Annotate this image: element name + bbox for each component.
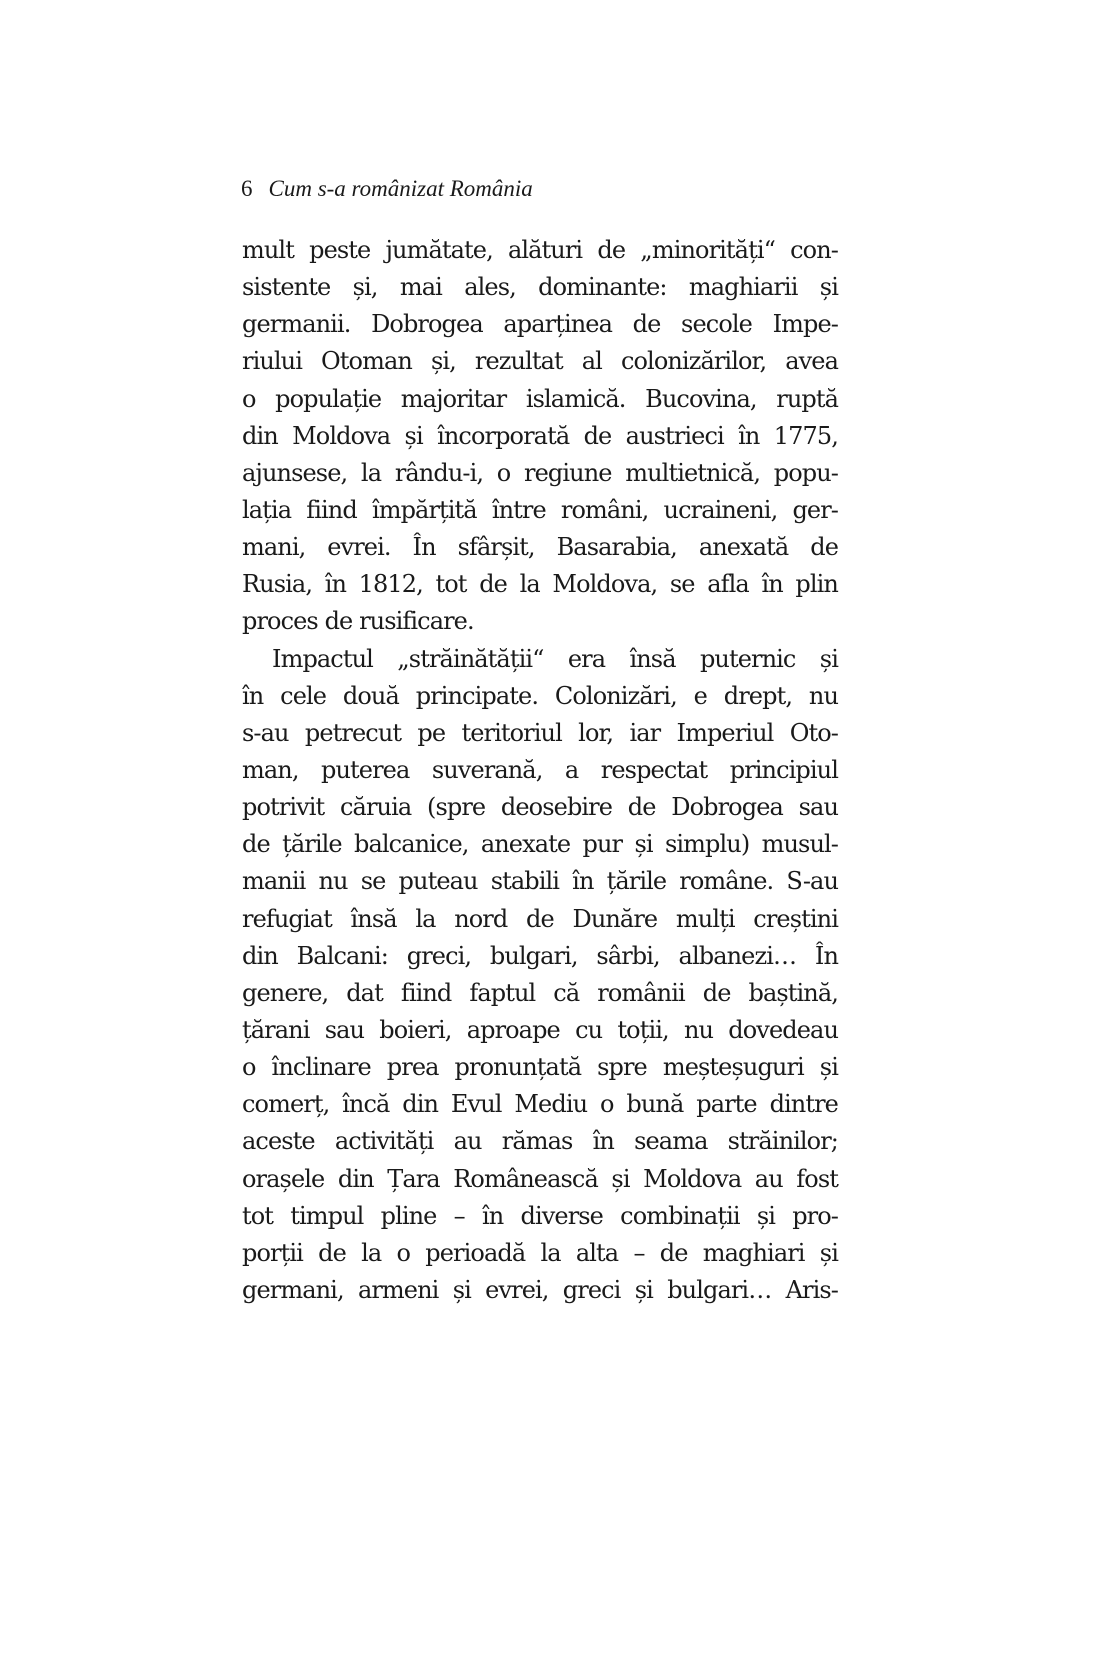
text-line: aceste activități au rămas în seama străinilor; — [242, 1127, 838, 1156]
book-title: Cum s-a românizat România — [268, 176, 533, 201]
text-line: țărani sau boieri, aproape cu toții, nu dovedeau — [242, 1015, 838, 1044]
text-line: germanii. Dobrogea aparținea de secole Impe- — [242, 310, 838, 339]
text-line: din Balcani: greci, bulgari, sârbi, albanezi… În — [242, 941, 838, 970]
text-line: în cele două principate. Colonizări, e drept, nu — [242, 681, 838, 710]
text-line: man, puterea suverană, a respectat principiul — [242, 755, 838, 784]
text-line: germani, armeni și evrei, greci și bulgari… Aris- — [242, 1275, 838, 1304]
text-line: orașele din Țara Românească și Moldova au fost — [242, 1164, 838, 1193]
text-line: s-au petrecut pe teritoriul lor, iar Imperiul Oto- — [242, 718, 838, 747]
text-line: refugiat însă la nord de Dunăre mulți creștini — [242, 904, 838, 933]
text-line: lația fiind împărțită între români, ucraineni, ger- — [242, 495, 838, 524]
body-text — [242, 232, 838, 1309]
text-line: de țările balcanice, anexate pur și simplu) musul- — [242, 830, 838, 859]
text-line: comerț, încă din Evul Mediu o bună parte dintre — [242, 1090, 838, 1119]
text-line: o înclinare prea pronunțată spre meșteșuguri și — [242, 1053, 838, 1082]
text-line: mani, evrei. În sfârșit, Basarabia, anexată de — [242, 533, 838, 562]
text-line: potrivit căruia (spre deosebire de Dobrogea sau — [242, 793, 838, 822]
page-number: 6 — [241, 176, 253, 201]
text-line: Impactul „străinătății“ era însă puternic și — [272, 644, 838, 673]
text-line: ajunsese, la rându-i, o regiune multietnică, popu- — [242, 458, 838, 487]
text-line: manii nu se puteau stabili în țările române. S-au — [242, 867, 838, 896]
text-line: tot timpul pline – în diverse combinații și pro- — [242, 1201, 838, 1230]
text-line: genere, dat fiind faptul că românii de baștină, — [242, 978, 838, 1007]
text-line: sistente și, mai ales, dominante: maghiarii și — [242, 273, 838, 302]
text-line: mult peste jumătate, alături de „minorități“ con- — [242, 236, 838, 264]
text-line: proces de rusificare. — [242, 607, 474, 636]
text-line: riului Otoman și, rezultat al colonizărilor, avea — [242, 347, 838, 376]
paragraph-2 — [242, 641, 838, 1310]
paragraph-1 — [242, 232, 838, 641]
text-line: o populație majoritar islamică. Bucovina, ruptă — [242, 384, 838, 413]
text-line: din Moldova și încorporată de austrieci în 1775, — [242, 421, 838, 450]
running-header — [241, 174, 533, 204]
text-line: porții de la o perioadă la alta – de maghiari și — [242, 1238, 838, 1267]
text-line: Rusia, în 1812, tot de la Moldova, se afla în plin — [242, 570, 838, 599]
